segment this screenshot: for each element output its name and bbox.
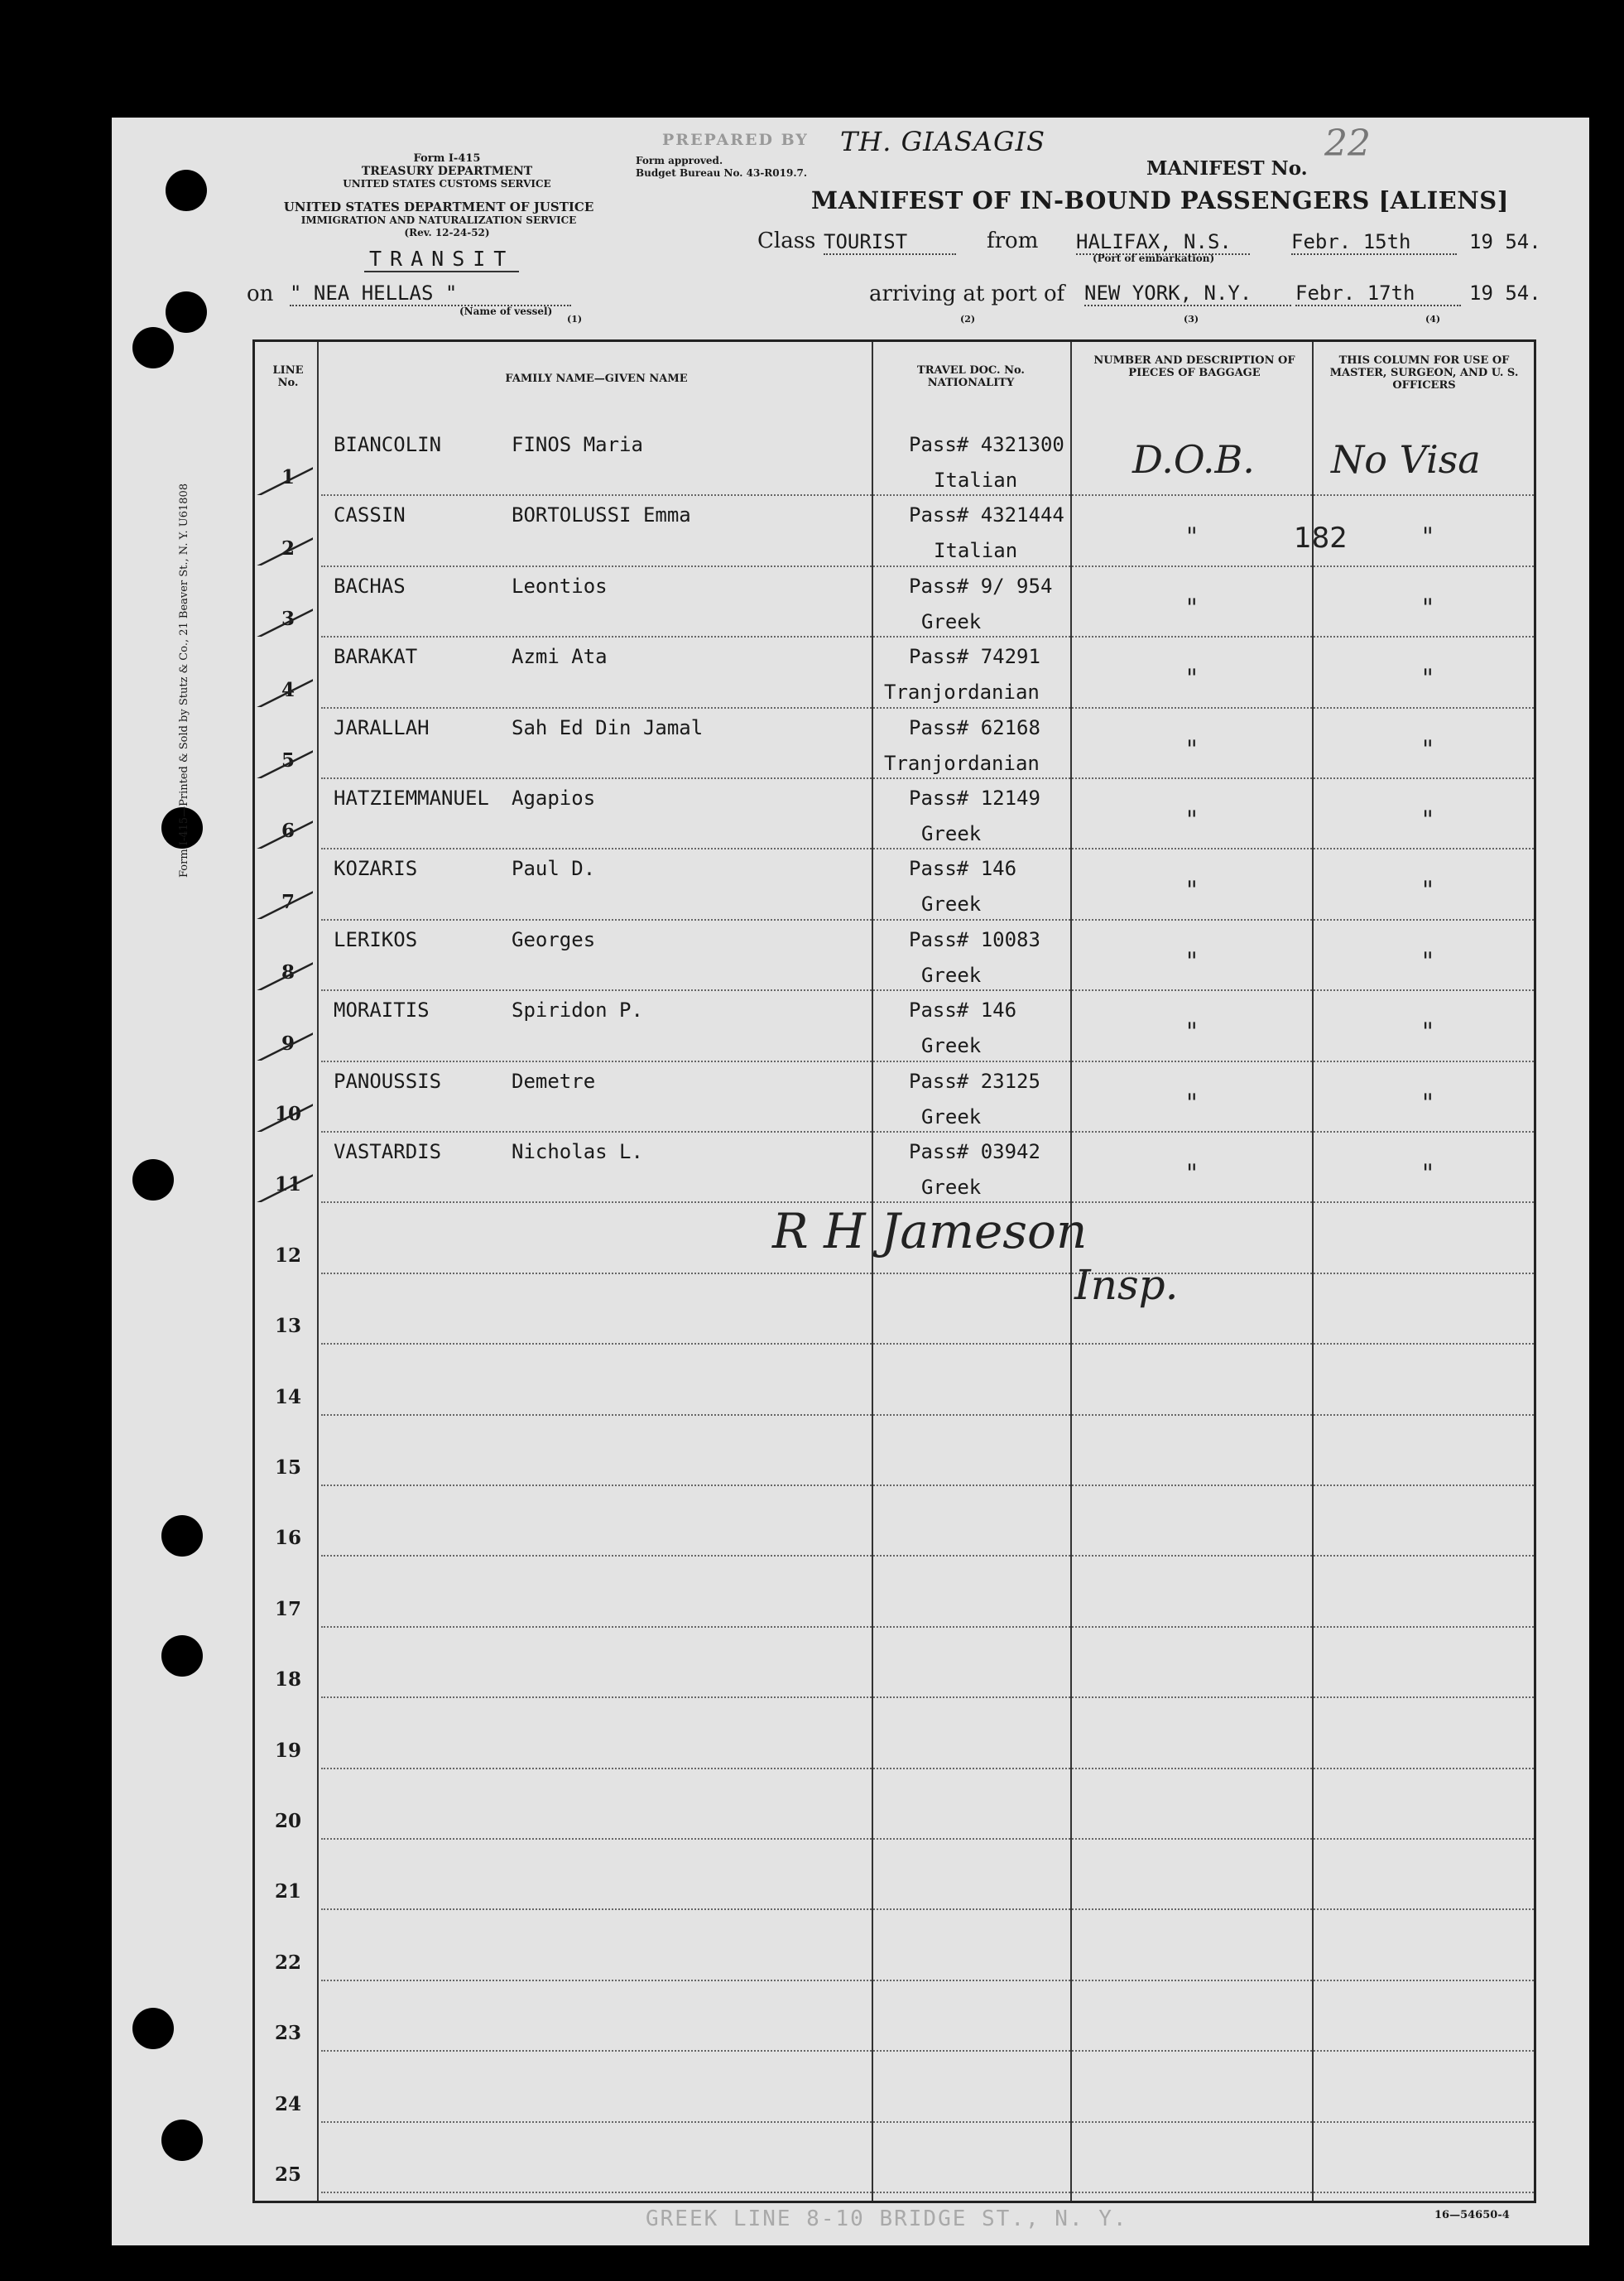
punch-hole xyxy=(132,327,174,368)
nationality: Greek xyxy=(921,609,982,633)
header-travel-doc: TRAVEL DOC. No. NATIONALITY xyxy=(917,364,1025,389)
column-1-number: (1) xyxy=(567,314,583,325)
baggage-entry: " xyxy=(1186,593,1198,623)
inspector-signature: R H Jameson xyxy=(772,1203,1088,1259)
line-number: 6 xyxy=(281,820,295,843)
header-line-no: LINE No. xyxy=(272,364,304,389)
footer-code: 16—54650-4 xyxy=(1434,2209,1510,2221)
on-label: on xyxy=(247,282,274,306)
side-printer-text: Form I-415—Printed & Sold by Stutz & Co., 21 Beaver St., N. Y. U61808 xyxy=(178,483,190,878)
row-divider xyxy=(321,636,1534,638)
check-mark-icon xyxy=(247,532,313,565)
check-mark-icon xyxy=(247,1099,313,1132)
check-mark-icon xyxy=(247,957,313,990)
justice-dept: UNITED STATES DEPARTMENT OF JUSTICE xyxy=(283,200,594,214)
row-divider xyxy=(321,1768,1534,1769)
given-name: FINOS Maria xyxy=(512,433,643,456)
footer-stamp: GREEK LINE 8-10 BRIDGE ST., N. Y. xyxy=(646,2206,1128,2231)
officer-entry: " xyxy=(1422,593,1434,623)
line-number: 20 xyxy=(274,1810,301,1832)
row-divider xyxy=(321,989,1534,991)
travel-doc-no: Pass# 4321444 xyxy=(909,503,1064,527)
row-divider xyxy=(321,1696,1534,1698)
row-divider xyxy=(321,848,1534,849)
line-number: 15 xyxy=(274,1456,301,1479)
check-mark-icon xyxy=(247,604,313,637)
row-divider xyxy=(321,1414,1534,1416)
line-number: 3 xyxy=(281,608,295,631)
line-number: 1 xyxy=(281,466,295,489)
given-name: Agapios xyxy=(512,787,596,810)
line-number: 13 xyxy=(274,1315,301,1338)
family-name: BACHAS xyxy=(334,574,406,598)
line-number: 10 xyxy=(274,1103,301,1125)
baggage-entry: " xyxy=(1186,734,1198,764)
given-name: Spiridon P. xyxy=(512,999,643,1023)
nationality: Tranjordanian xyxy=(884,681,1040,705)
manifest-no-value: 22 xyxy=(1324,123,1371,165)
row-divider xyxy=(321,1485,1534,1486)
column-2-number: (2) xyxy=(960,314,976,325)
nationality: Italian xyxy=(934,469,1018,492)
row-divider xyxy=(321,1838,1534,1840)
officer-entry: " xyxy=(1422,806,1434,835)
family-name: KOZARIS xyxy=(334,857,418,881)
nationality: Greek xyxy=(921,1104,982,1128)
budget-bureau-no: Budget Bureau No. 43-R019.7. xyxy=(636,167,808,179)
line-number: 11 xyxy=(274,1173,301,1196)
family-name: VASTARDIS xyxy=(334,1140,442,1163)
class-label: Class xyxy=(757,229,816,253)
given-name: Demetre xyxy=(512,1069,596,1093)
officer-entry: " xyxy=(1422,1018,1434,1047)
baggage-entry: " xyxy=(1186,664,1198,694)
given-name: BORTOLUSSI Emma xyxy=(512,503,691,527)
row-divider xyxy=(321,1908,1534,1910)
check-mark-icon xyxy=(247,1169,313,1202)
travel-doc-no: Pass# 146 xyxy=(909,857,1017,881)
row-divider xyxy=(321,707,1534,709)
travel-doc-no: Pass# 146 xyxy=(909,999,1017,1023)
travel-doc-no: Pass# 03942 xyxy=(909,1140,1040,1163)
line-number: 19 xyxy=(274,1739,301,1762)
row-divider xyxy=(321,2192,1534,2193)
officer-entry: " xyxy=(1422,946,1434,976)
check-mark-icon xyxy=(247,462,313,495)
baggage-entry: " xyxy=(1186,946,1198,976)
given-name: Azmi Ata xyxy=(512,645,608,669)
transit-label: TRANSIT xyxy=(364,247,519,272)
family-name: PANOUSSIS xyxy=(334,1069,442,1093)
nationality: Tranjordanian xyxy=(884,751,1040,775)
travel-doc-no: Pass# 74291 xyxy=(909,645,1040,669)
row-divider xyxy=(321,1626,1534,1628)
baggage-entry: " xyxy=(1186,876,1198,906)
immigration-service: IMMIGRATION AND NATURALIZATION SERVICE xyxy=(300,214,577,226)
officer-entry: No Visa xyxy=(1331,437,1481,482)
arrival-port: NEW YORK, N.Y. xyxy=(1084,282,1291,306)
treasury-dept: TREASURY DEPARTMENT xyxy=(361,165,533,178)
family-name: BARAKAT xyxy=(334,645,418,669)
page-number-annotation: 182 xyxy=(1294,522,1348,555)
check-mark-icon xyxy=(247,745,313,778)
line-number: 7 xyxy=(281,890,295,913)
check-mark-icon xyxy=(247,886,313,919)
officer-entry: " xyxy=(1422,522,1434,552)
page-title: MANIFEST OF IN-BOUND PASSENGERS [ALIENS] xyxy=(811,186,1509,214)
travel-doc-no: Pass# 10083 xyxy=(909,927,1040,951)
class-value: TOURIST xyxy=(824,230,956,255)
from-date: Febr. 15th xyxy=(1291,230,1457,255)
line-number: 16 xyxy=(274,1527,301,1550)
row-divider xyxy=(321,2050,1534,2052)
travel-doc-no: Pass# 62168 xyxy=(909,715,1040,739)
check-mark-icon xyxy=(247,1027,313,1061)
nationality: Greek xyxy=(921,893,982,917)
travel-doc-no: Pass# 4321300 xyxy=(909,433,1064,456)
punch-hole xyxy=(132,2008,174,2049)
row-divider xyxy=(321,565,1534,567)
nationality: Greek xyxy=(921,822,982,845)
baggage-entry: " xyxy=(1186,1159,1198,1188)
officer-entry: " xyxy=(1422,734,1434,764)
line-number: 8 xyxy=(281,961,295,984)
given-name: Nicholas L. xyxy=(512,1140,643,1163)
customs-service: UNITED STATES CUSTOMS SERVICE xyxy=(343,178,551,190)
given-name: Paul D. xyxy=(512,857,596,881)
column-3-number: (3) xyxy=(1184,314,1199,325)
prepared-by-signature: TH. GIASAGIS xyxy=(840,126,1046,157)
prepared-by-label: PREPARED BY xyxy=(662,131,809,149)
family-name: LERIKOS xyxy=(334,927,418,951)
column-4-number: (4) xyxy=(1425,314,1441,325)
baggage-entry: " xyxy=(1186,1018,1198,1047)
family-name: HATZIEMMANUEL xyxy=(334,787,489,810)
arriving-label: arriving at port of xyxy=(869,282,1065,306)
form-number: Form I-415 xyxy=(413,152,481,165)
family-name: CASSIN xyxy=(334,503,406,527)
row-divider xyxy=(321,919,1534,921)
family-name: JARALLAH xyxy=(334,715,430,739)
nationality: Italian xyxy=(934,539,1018,563)
family-name: MORAITIS xyxy=(334,999,430,1023)
baggage-entry: D.O.B. xyxy=(1132,437,1255,482)
line-number: 14 xyxy=(274,1385,301,1408)
line-number: 9 xyxy=(281,1032,295,1055)
manifest-no-label: MANIFEST No. xyxy=(1146,157,1308,180)
line-number: 4 xyxy=(281,678,295,701)
row-divider xyxy=(321,1061,1534,1062)
form-approved: Form approved. xyxy=(636,155,723,166)
row-divider xyxy=(321,1273,1534,1274)
row-divider xyxy=(321,1555,1534,1557)
nationality: Greek xyxy=(921,1176,982,1199)
officer-entry: " xyxy=(1422,876,1434,906)
officer-entry: " xyxy=(1422,664,1434,694)
family-name: BIANCOLIN xyxy=(334,433,442,456)
officer-entry: " xyxy=(1422,1088,1434,1118)
check-mark-icon xyxy=(247,816,313,849)
vessel-name-label: (Name of vessel) xyxy=(459,306,553,317)
line-number: 12 xyxy=(274,1244,301,1267)
row-divider xyxy=(321,494,1534,496)
revision-date: (Rev. 12-24-52) xyxy=(404,227,490,238)
punch-hole xyxy=(161,1635,203,1677)
punch-hole xyxy=(166,170,207,211)
line-number: 23 xyxy=(274,2022,301,2045)
row-divider xyxy=(321,1131,1534,1133)
line-number: 25 xyxy=(274,2163,301,2186)
arrival-date: Febr. 17th xyxy=(1295,282,1461,306)
travel-doc-no: Pass# 9/ 954 xyxy=(909,574,1053,598)
year-embark: 19 54. xyxy=(1469,230,1541,253)
passenger-table xyxy=(252,339,1536,2203)
given-name: Leontios xyxy=(512,574,608,598)
line-number: 24 xyxy=(274,2092,301,2115)
port-embarkation-label: (Port of embarkation) xyxy=(1093,253,1215,264)
punch-hole xyxy=(132,1159,174,1201)
header-baggage: NUMBER AND DESCRIPTION OF PIECES OF BAGGAGE xyxy=(1093,354,1295,379)
check-mark-icon xyxy=(247,674,313,707)
line-number: 5 xyxy=(281,749,295,772)
baggage-entry: " xyxy=(1186,1088,1198,1118)
year-arrival: 19 54. xyxy=(1469,282,1541,305)
given-name: Georges xyxy=(512,927,596,951)
given-name: Sah Ed Din Jamal xyxy=(512,715,704,739)
officer-entry: " xyxy=(1422,1159,1434,1188)
header-officers: THIS COLUMN FOR USE OF MASTER, SURGEON, AND U. S. OFFICERS xyxy=(1329,354,1519,392)
line-number: 21 xyxy=(274,1880,301,1903)
line-number: 22 xyxy=(274,1951,301,1974)
nationality: Greek xyxy=(921,1034,982,1058)
baggage-entry: " xyxy=(1186,522,1198,552)
vessel-name: " NEA HELLAS " xyxy=(290,282,571,306)
row-divider xyxy=(321,1980,1534,1981)
travel-doc-no: Pass# 12149 xyxy=(909,787,1040,810)
line-number: 2 xyxy=(281,537,295,560)
row-divider xyxy=(321,1343,1534,1345)
nationality: Greek xyxy=(921,963,982,987)
punch-hole xyxy=(166,291,207,333)
line-number: 18 xyxy=(274,1668,301,1692)
from-label: from xyxy=(987,229,1039,253)
punch-hole xyxy=(161,2120,203,2161)
inspector-title: Insp. xyxy=(1074,1261,1179,1309)
travel-doc-no: Pass# 23125 xyxy=(909,1069,1040,1093)
line-number: 17 xyxy=(274,1597,301,1620)
header-name: FAMILY NAME—GIVEN NAME xyxy=(505,373,688,385)
baggage-entry: " xyxy=(1186,806,1198,835)
punch-hole xyxy=(161,1515,203,1557)
row-divider xyxy=(321,2121,1534,2123)
row-divider xyxy=(321,777,1534,779)
from-port: HALIFAX, N.S. xyxy=(1076,230,1250,255)
